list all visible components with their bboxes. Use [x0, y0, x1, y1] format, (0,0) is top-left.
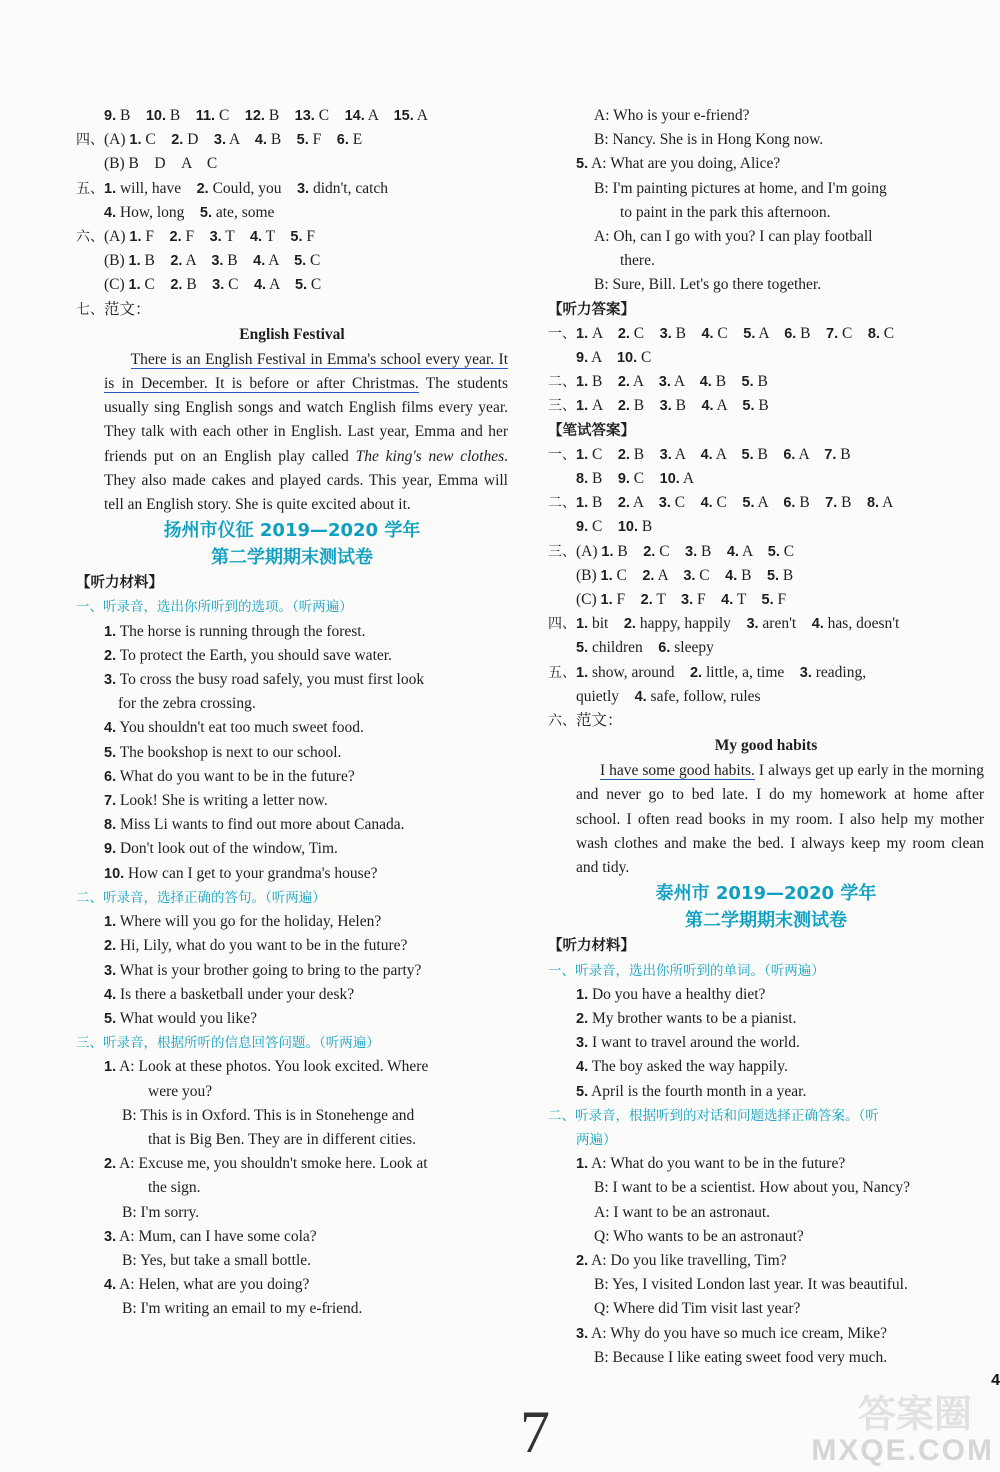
right-line: B: Nancy. She is in Hong Kong now. — [594, 131, 824, 149]
right-line: 3. I want to travel around the world. — [576, 1034, 800, 1052]
left-line: 二、听录音，选择正确的答句。（听两遍） — [76, 889, 326, 906]
left-line: 【听力材料】 — [76, 575, 163, 592]
left-line: B: This is in Oxford. This is in Stonehenge and — [122, 1106, 415, 1124]
left-line: 一、听录音，选出你所听到的选项。（听两遍） — [76, 599, 353, 616]
right-line: Q: Where did Tim visit last year? — [594, 1300, 801, 1318]
left-line: 3. A: Mum, can I have some cola? — [104, 1227, 317, 1245]
right-line: 【听力材料】 — [548, 938, 635, 955]
left-line: 5. What would you like? — [104, 1009, 258, 1027]
left-line: 4. A: Helen, what are you doing? — [104, 1276, 310, 1294]
edge-mark: 4 — [991, 1372, 1000, 1389]
left-line: 三、听录音，根据所听的信息回答问题。（听两遍） — [76, 1035, 380, 1052]
right-line: 9. A 10. C — [576, 349, 652, 367]
left-line: 扬州市仪征 2019—2020 学年 — [163, 520, 421, 542]
left-line: 四、(A) 1. C 2. D 3. A 4. B 5. F 6. E — [76, 131, 363, 149]
right-line: My good habits — [714, 737, 818, 755]
right-line: I have some good habits. I always get up early in the morning and never go to bed late. I do my homework at home after school. I often read books in my room. I also help my mother wash clothes and make the bed. I always keep my room clean and tidy. — [576, 762, 984, 877]
right-line: (B) 1. C 2. A 3. C 4. B 5. B — [576, 566, 794, 584]
right-line: 两遍） — [576, 1131, 617, 1148]
right-line: 【听力答案】 — [548, 301, 635, 318]
left-line: 2. To protect the Earth, you should save water. — [104, 646, 392, 664]
left-line: 2. A: Excuse me, you shouldn't smoke here. Look at — [104, 1155, 428, 1173]
left-line: (C) 1. C 2. B 3. C 4. A 5. C — [104, 276, 322, 294]
left-line: for the zebra crossing. — [118, 695, 256, 713]
right-line: 1. Do you have a healthy diet? — [576, 985, 766, 1003]
right-line: 9. C 10. B — [576, 518, 653, 536]
left-line: 7. Look! She is writing a letter now. — [104, 792, 328, 810]
left-line: 9. Don't look out of the window, Tim. — [104, 840, 338, 858]
right-line: B: Sure, Bill. Let's go there together. — [594, 276, 822, 294]
right-line: 5. children 6. sleepy — [576, 639, 714, 657]
right-line: B: Yes, I visited London last year. It was beautiful. — [594, 1276, 908, 1294]
right-line: there. — [620, 252, 655, 270]
left-line: B: I'm writing an email to my e-friend. — [122, 1300, 363, 1318]
right-line: Q: Who wants to be an astronaut? — [594, 1227, 804, 1245]
left-line: 5. The bookshop is next to our school. — [104, 743, 342, 761]
right-line: (C) 1. F 2. T 3. F 4. T 5. F — [576, 591, 787, 609]
right-line: 二、听录音，根据听到的对话和问题选择正确答案。（听 — [548, 1107, 879, 1124]
left-line: 1. The horse is running through the forest. — [104, 622, 366, 640]
watermark: MXQE.COM — [811, 1434, 994, 1467]
right-line: 【笔试答案】 — [548, 422, 635, 439]
left-line: 2. Hi, Lily, what do you want to be in the future? — [104, 937, 408, 955]
right-line: B: I want to be a scientist. How about you, Nancy? — [594, 1179, 910, 1197]
right-line: B: Because I like eating sweet food very much. — [594, 1348, 888, 1366]
left-line: 第二学期期末测试卷 — [211, 547, 373, 569]
right-line: 二、1. B 2. A 3. A 4. B 5. B — [548, 373, 768, 391]
left-line: 3. To cross the busy road safely, you must first look — [104, 671, 425, 689]
right-line: 2. My brother wants to be a pianist. — [576, 1009, 797, 1027]
page-number: 7 — [520, 1399, 550, 1465]
left-line: 6. What do you want to be in the future? — [104, 767, 355, 785]
right-line: 二、1. B 2. A 3. C 4. C 5. A 6. B 7. B 8. A — [548, 494, 894, 512]
right-line: 六、范文： — [548, 712, 623, 730]
left-line: 4. How, long 5. ate, some — [104, 203, 275, 221]
right-line: 3. A: Why do you have so much ice cream, Mike? — [576, 1324, 887, 1342]
left-line: 4. You shouldn't eat too much sweet food. — [104, 719, 364, 737]
right-line: quietly 4. safe, follow, rules — [576, 687, 761, 705]
right-line: 一、1. A 2. C 3. B 4. C 5. A 6. B 7. C 8. C — [548, 324, 895, 342]
right-line: 第二学期期末测试卷 — [685, 910, 847, 932]
right-line: to paint in the park this afternoon. — [620, 203, 831, 221]
left-line: B: Yes, but take a small bottle. — [122, 1251, 312, 1269]
left-line: 10. How can I get to your grandma's house? — [104, 864, 378, 882]
left-line: English Festival — [239, 325, 345, 343]
right-line: 5. April is the fourth month in a year. — [576, 1082, 807, 1100]
left-line: (B) B D A C — [104, 155, 218, 173]
left-line: 1. A: Look at these photos. You look excited. Where — [104, 1058, 429, 1076]
left-line: 3. What is your brother going to bring to the party? — [104, 961, 422, 979]
right-column — [548, 104, 984, 1370]
right-line: 一、听录音，选出你所听到的单词。（听两遍） — [548, 962, 825, 979]
right-line: 1. A: What do you want to be in the future? — [576, 1155, 846, 1173]
left-line: 1. Where will you go for the holiday, Helen? — [104, 913, 382, 931]
right-line: 四、1. bit 2. happy, happily 3. aren't 4. has, doesn't — [548, 615, 900, 633]
watermark-cn: 答案圈 — [857, 1392, 972, 1436]
left-column — [76, 104, 508, 1322]
right-line: 2. A: Do you like travelling, Tim? — [576, 1251, 787, 1269]
left-line: There is an English Festival in Emma's school every year. It is in December. It is before or after Christmas. The students usually sing English songs and watch English films every year. They talk with each other in English. Last year, Emma and her friends put on an English play called The king's new clothes. They also made cakes and played cards. This year, Emma will tell an English story. She is quite excited about it. — [104, 350, 509, 514]
right-line: 一、1. C 2. B 3. A 4. A 5. B 6. A 7. B — [548, 445, 851, 463]
right-line: 五、1. show, around 2. little, a, time 3. reading, — [548, 663, 867, 681]
left-line: 七、范文： — [76, 300, 151, 318]
left-line: 8. Miss Li wants to find out more about Canada. — [104, 816, 405, 834]
left-line: (B) 1. B 2. A 3. B 4. A 5. C — [104, 252, 321, 270]
left-line: that is Big Ben. They are in different cities. — [148, 1130, 417, 1148]
left-line: 五、1. will, have 2. Could, you 3. didn't, catch — [76, 179, 389, 197]
right-line: A: I want to be an astronaut. — [594, 1203, 771, 1221]
left-line: 六、(A) 1. F 2. F 3. T 4. T 5. F — [76, 228, 315, 246]
left-line: 9. B 10. B 11. C 12. B 13. C 14. A 15. A — [104, 107, 428, 124]
left-line: the sign. — [148, 1179, 201, 1197]
right-line: 4. The boy asked the way happily. — [576, 1058, 788, 1076]
right-line: 5. A: What are you doing, Alice? — [576, 155, 781, 173]
right-line: 三、(A) 1. B 2. C 3. B 4. A 5. C — [548, 542, 795, 560]
left-line: 4. Is there a basketball under your desk? — [104, 985, 355, 1003]
right-line: 8. B 9. C 10. A — [576, 470, 695, 488]
right-line: B: I'm painting pictures at home, and I'm going — [594, 179, 887, 197]
left-line: were you? — [148, 1082, 213, 1100]
right-line: A: Who is your e-friend? — [594, 107, 750, 124]
right-line: 泰州市 2019—2020 学年 — [655, 883, 877, 905]
right-line: A: Oh, can I go with you? I can play football — [594, 228, 873, 246]
left-line: B: I'm sorry. — [122, 1203, 200, 1221]
right-line: 三、1. A 2. B 3. B 4. A 5. B — [548, 397, 769, 415]
